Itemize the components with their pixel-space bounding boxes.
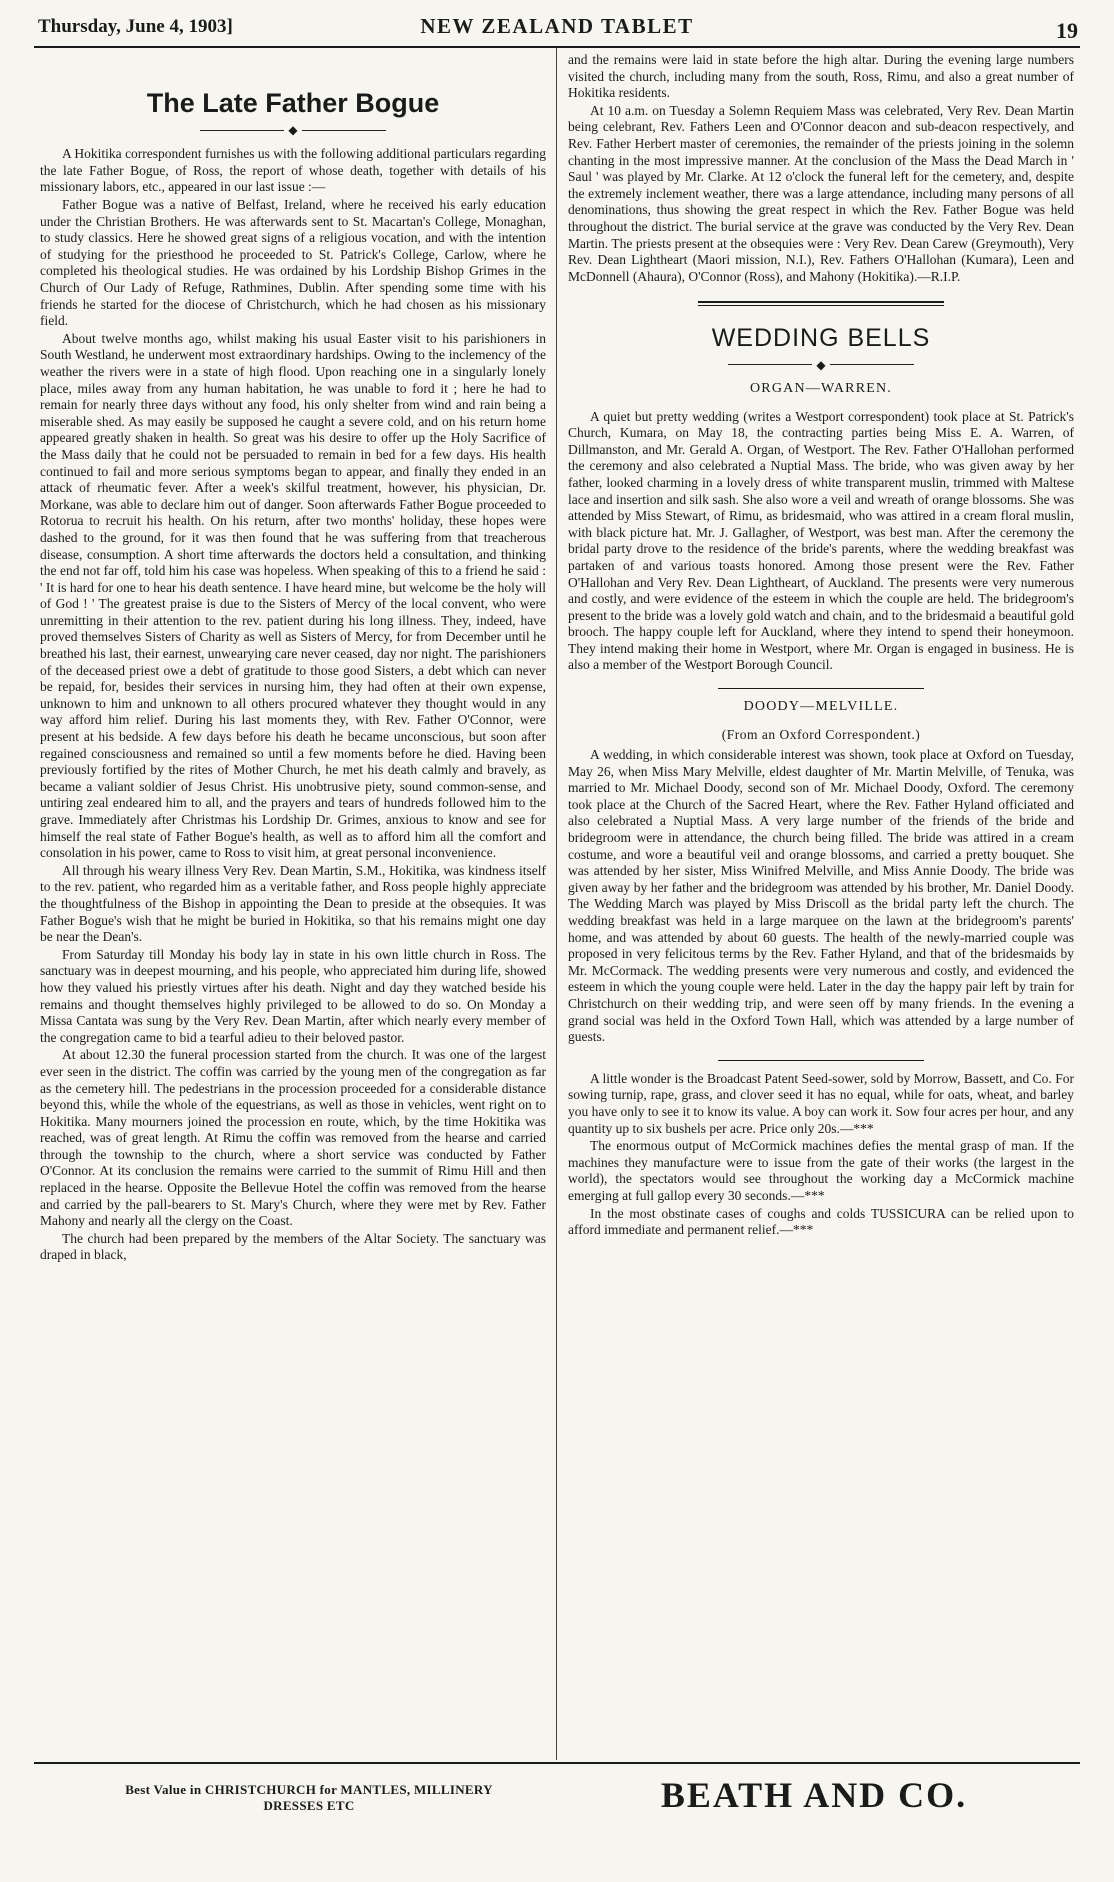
issue-date: Thursday, June 4, 1903] xyxy=(38,16,233,37)
continued-paragraph: and the remains were laid in state before the high altar. During the evening large numbers visited the church, including many from the south, Ross, Rimu, and also a great number of Hokitika residents. xyxy=(568,52,1074,101)
footer-advert-text xyxy=(74,1782,544,1814)
paper-name: NEW ZEALAND TABLET xyxy=(420,14,694,38)
article-paragraph: Father Bogue was a native of Belfast, Ireland, where he received his early education under the Christian Brothers. He was afterwards sent to St. Macartan's College, Monaghan, to study classics. Here he showed great signs of a religious vocation, and with the intention of studying for the priesthood he proceeded to St. Patrick's College, Carlow, where he completed his theological studies. He was ordained by his Lordship Bishop Grimes in the Church of Our Lady of Refuge, Rathmines, Dublin. After spending some time with his friends he started for the diocese of Christchurch, which he had chosen as his missionary field. xyxy=(40,197,546,329)
article-paragraph: At about 12.30 the funeral procession started from the church. It was one of the largest ever seen in the district. The coffin was carried by the young men of the congregation as far as the cemetery hill. The pedestrians in the procession proceeded for a considerable distance beyond this, while the whole of the equestrians, as well as those in vehicles, went right on to Hokitika. Many mourners joined the procession en route, which, by the time Hokitika was reached, was of great length. At Rimu the coffin was removed from the hearse and carried through the township to the church, where a short service was conducted by Father O'Connor. At its conclusion the remains were carried to the summit of Rimu Hill and then replaced in the hearse. Opposite the Bellevue Hotel the coffin was removed from the hearse and carried by the pall-bearers to St. Mary's Church, where they were met by Rev. Father Mahony and nearly all the clergy on the Coast. xyxy=(40,1047,546,1229)
article-paragraph: All through his weary illness Very Rev. Dean Martin, S.M., Hokitika, was kindness itself to the rev. patient, who regarded him as a veritable father, and Ross people highly appreciate the thoughtfulness of the Bishop in appointing the Dean to preside at the obsequies. It was Father Bogue's wish that he might be buried in Hokitika, so that his remains might one day be near the Dean's. xyxy=(40,862,546,945)
title-ornament: ◆ xyxy=(40,123,546,136)
right-column xyxy=(568,52,1074,1760)
ads-divider xyxy=(718,1060,924,1061)
correspondent-note: (From an Oxford Correspondent.) xyxy=(721,727,921,743)
advert-paragraph: A little wonder is the Broadcast Patent Seed-sower, sold by Morrow, Bassett, and Co. For sowing turnip, rape, grass, and clover seed it has no equal, while for oats, wheat, and barley you have only to see it to know its value. A boy can work it. Sow four acres per hour, and any quantity up to six bushels per acre. Price only 20s.—*** xyxy=(568,1070,1074,1136)
article-paragraph: From Saturday till Monday his body lay in state in his own little church in Ross. The sanctuary was in deepest mourning, and his people, who appreciated him during life, showed how they valued his priestly virtues after his death. Night and day they watched beside his remains and thought themselves highly privileged to be allowed to do so. On Monday a Missa Cantata was sung by the Very Rev. Dean Martin, after which nearly every member of the congregation came to bid a tearful adieu to their beloved pastor. xyxy=(40,946,546,1045)
footer-advert-line: Best Value in CHRISTCHURCH for MANTLES, MILLINERY xyxy=(125,1782,493,1797)
advert-paragraph: The enormous output of McCormick machines defies the mental grasp of man. If the machines they manufacture were to issue from the gate of their works (the largest in the world), the spectators would see throughout the working day a McCormick machine emerging at full gallop every 30 seconds.—*** xyxy=(568,1138,1074,1203)
article-paragraph: The church had been prepared by the members of the Altar Society. The sanctuary was draped in black, xyxy=(40,1230,546,1263)
section-rule-thin xyxy=(698,305,944,306)
masthead xyxy=(34,6,1080,48)
article-paragraph: A Hokitika correspondent furnishes us with the following additional particulars regarding the late Father Bogue, of Ross, the report of whose death, together with details of his missionary labors, etc., appeared in our last issue :— xyxy=(40,146,546,195)
wedding-paragraph: A quiet but pretty wedding (writes a Westport correspondent) took place at St. Patrick's Church, Kumara, on May 18, the contracting parties being Miss E. A. Warren, of Dillmanston, and Mr. Gerald A. Organ, of Westport. The Rev. Father O'Hallohan performed the ceremony and also celebrated a Nuptial Mass. The bride, who was given away by her father, looked charming in a lovely dress of white transparent muslin, trimmed with Maltese lace and insertion and silk sash. She also wore a veil and wreath of orange blossoms. She was attended by Miss Stewart, of Rimu, as bridesmaid, who was attired in a cream floral muslin, with black picture hat. Mr. J. Gallagher, of Westport, was best man. After the ceremony the bridal party drove to the residence of the bride's parents, where the wedding breakfast was partaken of and various toasts honored. Among those present were the Rev. Father O'Hallohan and Very Rev. Dean Lightheart, of Auckland. The presents were very numerous and costly, and were evidence of the esteem in which the couple are held. The bridegroom's present to the bride was a lovely gold watch and chain, and to the bridesmaid a beautiful gold brooch. The happy couple left for Auckland, where they intend to spend their honeymoon. They intend making their home in Westport, where Mr. Organ is engaged in business. He is also a member of the Westport Borough Council. xyxy=(568,408,1074,673)
page-number: 19 xyxy=(1056,18,1078,43)
article-paragraph: About twelve months ago, whilst making his usual Easter visit to his parishioners in South Westland, he underwent most extraordinary hardships. Owing to the inclemency of the weather the rivers were in a state of high flood. Upon reaching one in a singularly lonely place, miles away from any human habitation, he was unable to ford it ; here he had to remain for nearly three days without any food, his only shelter from wind and rain being a miserable shed. As may easily be supposed he caught a severe cold, and on his return home appeared greatly shaken in health. So great was his desire to offer up the Holy Sacrifice of the Mass daily that he could not be persuaded to remain in bed for a few days. His health continued to fail and more serious symptoms began to appear, and finally they ended in an attack of rheumatic fever. After a week's skilful treatment, however, his physician, Dr. Morkane, was able to declare him out of danger. Soon afterwards Father Bogue proceeded to Rotorua to recruit his health. On his return, after two months' holiday, these hopes were dashed to the ground, for it was then found that he was suffering from that treacherous disease, consumption. A short time afterwards the doctors held a consultation, and thinking the end not far off, told him his case was hopeless. When speaking of this to a friend he said : ' It is hard for one to hear his death sentence. I have heard mine, but welcome be the holy will of God ! ' The greatest praise is due to the Sisters of Mercy of the local convent, who were unremitting in their attention to the rev. patient during his long illness. They, indeed, have proved themselves Sisters of Charity as well as Sisters of Mercy, for from December until he breathed his last, their earnest, unwearying care never ceased, day nor night. The parishioners of the deceased priest owe a debt of gratitude to those good Sisters, a debt which can never be repaid, for, besides their services in nursing him, they had often at their own expense, unknown to him and unknown to all others procured whatever they thought would in any way afford him relief. During his last moments they, with Rev. Father O'Connor, were present at his bedside. A few days before his death he became unconscious, but soon after regained consciousness and remained so until a few moments before he died. Having been previously fortified by the rites of Mother Church, he met his death calmly and bravely, as became a valiant soldier of Jesus Christ. His unobtrusive piety, sound common-sense, and untiring zeal endeared him to all, and the prayers and tears of hundreds followed him to the grave. Immediately after Christmas his Lordship Dr. Grimes, anxious to know and see for himself the real state of Father Bogue's health, as well as to afford him all the comfort and consolation in his power, came to Ross to visit him, at great personal inconvenience. xyxy=(40,330,546,861)
wedding-heading: ORGAN—WARREN. xyxy=(750,380,892,396)
wedding-paragraph: A wedding, in which considerable interest was shown, took place at Oxford on Tuesday, May 26, when Miss Mary Melville, eldest daughter of Mr. Martin Melville, of Tenuka, was married to Mr. Michael Doody, second son of Mr. Michael Doody, Oxford. The ceremony took place at the Church of the Sacred Heart, where the Rev. Father Hyland officiated and also celebrated a Nuptial Mass. A very large number of the friends of the bride and bridegroom were in attendance, the church being filled. The bride was attired in a cream costume, and wore a beautiful veil and orange blossoms, and carried a pretty bouquet. She was attended by her sister, Miss Winifred Melville, and Miss Annie Doody. The bride was given away by her father and the bridegroom was attended by his brother, Mr. Daniel Doody. The Wedding March was played by Miss Driscoll as the bridal party left the church. The wedding breakfast was held in a large marquee on the lawn at the bridegroom's parents' home, and was attended by about 60 guests. The health of the newly-married couple was proposed in very felicitous terms by the Rev. Father Hyland, and that of the bridesmaids by Mr. McCormack. The wedding presents were very numerous and costly, and evidenced the esteem in which the young couple were held. Later in the day the happy pair left by train for Christchurch on their wedding trip, and were seen off by many friends. In the evening a grand social was held in the Oxford Town Hall, which was attended by a large number of guests. xyxy=(568,747,1074,1045)
wedding-divider xyxy=(718,688,924,689)
article-title: The Late Father Bogue xyxy=(146,88,440,118)
left-column xyxy=(40,52,546,1760)
footer-advert-brand: BEATH AND CO. xyxy=(660,1775,968,1815)
continued-paragraph: At 10 a.m. on Tuesday a Solemn Requiem Mass was celebrated, Very Rev. Dean Martin being celebrant, Rev. Fathers Leen and O'Connor deacon and sub-deacon respectively, and Rev. Father Herbert master of ceremonies, the remainder of the priests joining in the solemn chanting in the most impressive manner. At the conclusion of the Mass the Dead March in ' Saul ' was played by Mr. Clarke. At 12 o'clock the funeral left for the cemetery, and, despite the extremely inclement weather, there was a large attendance, including many persons of all denominations, thus showing the great respect in which the Rev. Father Bogue was held throughout the district. The burial service at the grave was conducted by the Very Rev. Dean Martin. The priests present at the obsequies were : Very Rev. Dean Carew (Greymouth), Very Rev. Dean Lightheart (Maori mission, N.I.), Rev. Fathers O'Hallohan (Kumara), Leen and McDonnell (Ahaura), O'Connor (Ross), and Mahony (Hokitika).—R.I.P. xyxy=(568,102,1074,284)
column-divider xyxy=(556,48,557,1760)
wedding-ornament: ◆ xyxy=(568,357,1074,370)
section-rule xyxy=(698,301,944,303)
footer-advert-line: DRESSES ETC xyxy=(263,1798,355,1813)
wedding-bells-title: WEDDING BELLS xyxy=(711,324,931,353)
advert-paragraph: In the most obstinate cases of coughs and colds TUSSICURA can be relied upon to afford immediate and permanent relief.—*** xyxy=(568,1205,1074,1238)
wedding-heading: DOODY—MELVILLE. xyxy=(743,699,899,715)
footer-advert xyxy=(34,1762,1080,1824)
